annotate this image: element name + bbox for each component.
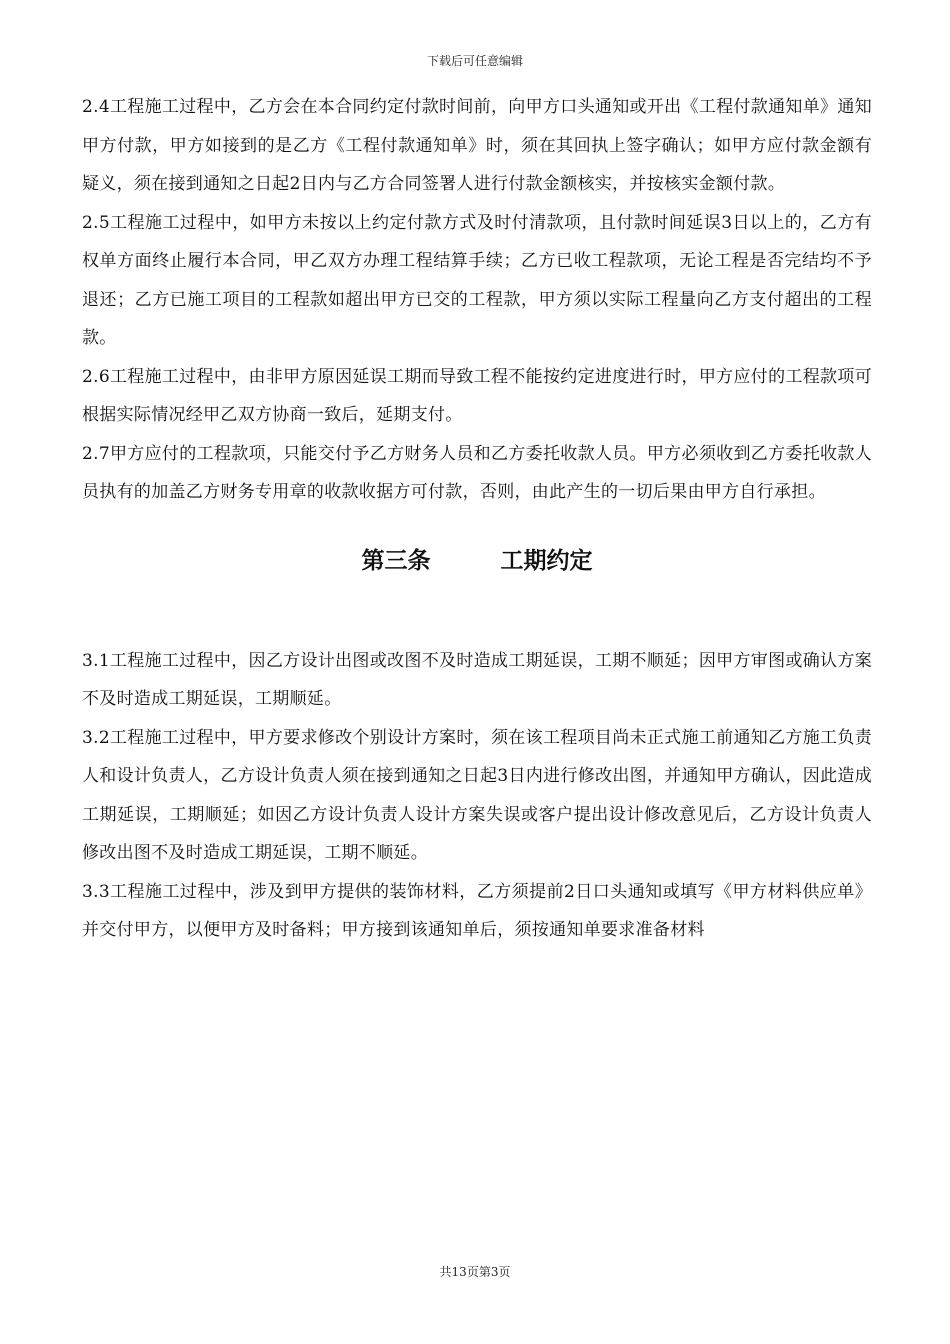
section-article-number: 第三条 <box>361 547 431 574</box>
page-footer: 共13页第3页 <box>439 1265 511 1279</box>
section-heading <box>82 522 872 642</box>
clause-2-6: 2.6工程施工过程中，由非甲方原因延误工期而导致工程不能按约定进度进行时，甲方应付的工程款项可根据实际情况经甲乙双方协商一致后，延期支付。 <box>82 366 872 425</box>
clause-3-3: 3.3工程施工过程中，涉及到甲方提供的装饰材料，乙方须提前2日口头通知或填写《甲方材料供应单》并交付甲方，以便甲方及时备料；甲方接到该通知单后，须按通知单要求准备材料 <box>82 881 872 940</box>
clause-2-7: 2.7甲方应付的工程款项，只能交付予乙方财务人员和乙方委托收款人员。甲方必须收到乙方委托收款人员执有的加盖乙方财务专用章的收款收据方可付款，否则，由此产生的一切后果由甲方自行承担。 <box>82 443 872 502</box>
section-title: 工期约定 <box>500 547 593 574</box>
clause-3-1: 3.1工程施工过程中，因乙方设计出图或改图不及时造成工期延误，工期不顺延；因甲方审图或确认方案不及时造成工期延误，工期顺延。 <box>82 650 872 709</box>
page-header: 下载后可任意编辑 <box>426 54 523 68</box>
document-body <box>82 88 872 950</box>
clause-2-4: 2.4工程施工过程中，乙方会在本合同约定付款时间前，向甲方口头通知或开出《工程付款通知单》通知甲方付款，甲方如接到的是乙方《工程付款通知单》时，须在其回执上签字确认；如甲方应付款金额有疑义，须在接到通知之日起2日内与乙方合同签署人进行付款金额核实，并按核实金额付款。 <box>82 97 872 194</box>
clause-2-5: 2.5工程施工过程中，如甲方未按以上约定付款方式及时付清款项，且付款时间延误3日以上的，乙方有权单方面终止履行本合同，甲乙双方办理工程结算手续；乙方已收工程款项，无论工程是否完结均不予退还；乙方已施工项目的工程款如超出甲方已交的工程款，甲方须以实际工程量向乙方支付超出的工程款。 <box>82 212 872 348</box>
clause-3-2: 3.2工程施工过程中，甲方要求修改个别设计方案时，须在该工程项目尚未正式施工前通知乙方施工负责人和设计负责人，乙方设计负责人须在接到通知之日起3日内进行修改出图，并通知甲方确认，因此造成工期延误，工期顺延；如因乙方设计负责人设计方案失误或客户提出设计修改意见后，乙方设计负责人修改出图不及时造成工期延误，工期不顺延。 <box>82 727 872 863</box>
